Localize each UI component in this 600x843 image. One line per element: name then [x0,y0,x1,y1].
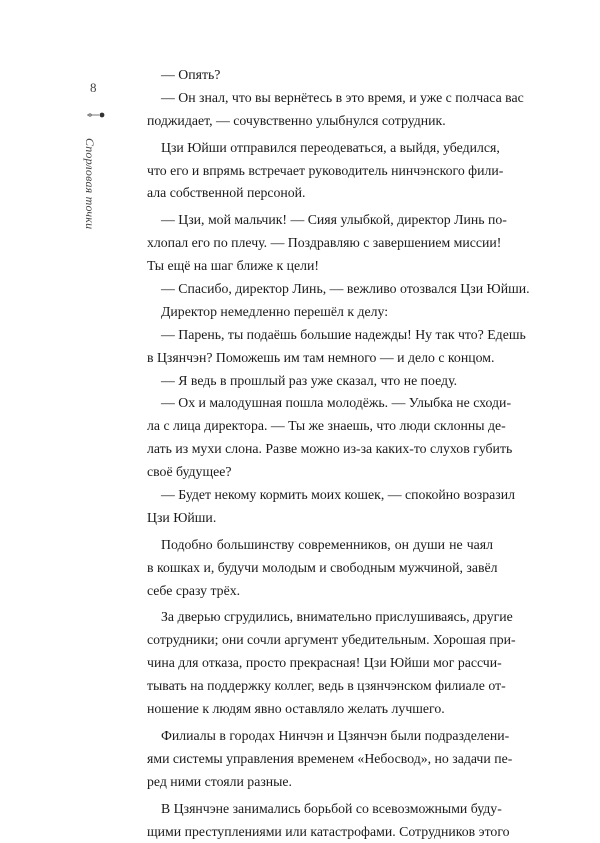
text-line: В Цзянчэне занимались борьбой со всевозможными буду- [147,798,493,821]
text-line: ношение к людям явно оставляло желать лучшего. [147,698,493,721]
page-number: 8 [90,80,97,96]
text-line: — Парень, ты подаёшь большие надежды! Ну так что? Едешь [147,324,493,347]
text-line: в Цзянчэн? Поможешь им там немного — и дело с концом. [147,347,493,370]
text-line: ала собственной персоной. [147,182,493,205]
text-line: сотрудники; они сочли аргумент убедительным. Хорошая при- [147,629,493,652]
text-line: своё будущее? [147,461,493,484]
text-line: щими преступлениями или катастрофами. Сотрудников этого [147,821,493,843]
text-line: — Я ведь в прошлый раз уже сказал, что не поеду. [147,370,493,393]
text-line: тывать на поддержку коллег, ведь в цзянчэнском филиале от- [147,675,493,698]
text-line: Филиалы в городах Нинчэн и Цзянчэн были подразделени- [147,725,493,748]
text-line: Директор немедленно перешёл к делу: [147,301,493,324]
text-line: — Ох и малодушная пошла молодёжь. — Улыбка не сходи- [147,392,493,415]
text-line: — Спасибо, директор Линь, — вежливо отозвался Цзи Юйши. [147,278,493,301]
text-line: Подобно большинству современников, он души не чаял [147,534,493,557]
text-line: — Опять? [147,64,493,87]
text-line: За дверью сгрудились, внимательно прислушиваясь, другие [147,606,493,629]
text-line: поджидает, — сочувственно улыбнулся сотрудник. [147,110,493,133]
text-line: — Цзи, мой мальчик! — Сияя улыбкой, директор Линь по- [147,209,493,232]
text-line: себе сразу трёх. [147,580,493,603]
text-line: что его и впрямь встречает руководитель нинчэнского фили- [147,160,493,183]
text-line: ями системы управления временем «Небосвод», но задачи пе- [147,748,493,771]
running-head: Спорловая точки [82,138,97,229]
text-line: хлопал его по плечу. — Поздравляю с завершением миссии! [147,232,493,255]
text-line: в кошках и, будучи молодым и свободным мужчиной, завёл [147,557,493,580]
text-line: — Он знал, что вы вернётесь в это время, и уже с полчаса вас [147,87,493,110]
text-line: Ты ещё на шаг ближе к цели! [147,255,493,278]
text-line: Цзи Юйши отправился переодеваться, а выйдя, убедился, [147,137,493,160]
ornament-icon [86,110,106,120]
text-line: чина для отказа, просто прекрасная! Цзи Юйши мог рассчи- [147,652,493,675]
body-text [147,64,493,843]
text-line: ред ними стояли разные. [147,771,493,794]
text-line: Цзи Юйши. [147,507,493,530]
text-line: лать из мухи слона. Разве можно из-за каких-то слухов губить [147,438,493,461]
text-line: ла с лица директора. — Ты же знаешь, что люди склонны де- [147,415,493,438]
text-line: — Будет некому кормить моих кошек, — спокойно возразил [147,484,493,507]
